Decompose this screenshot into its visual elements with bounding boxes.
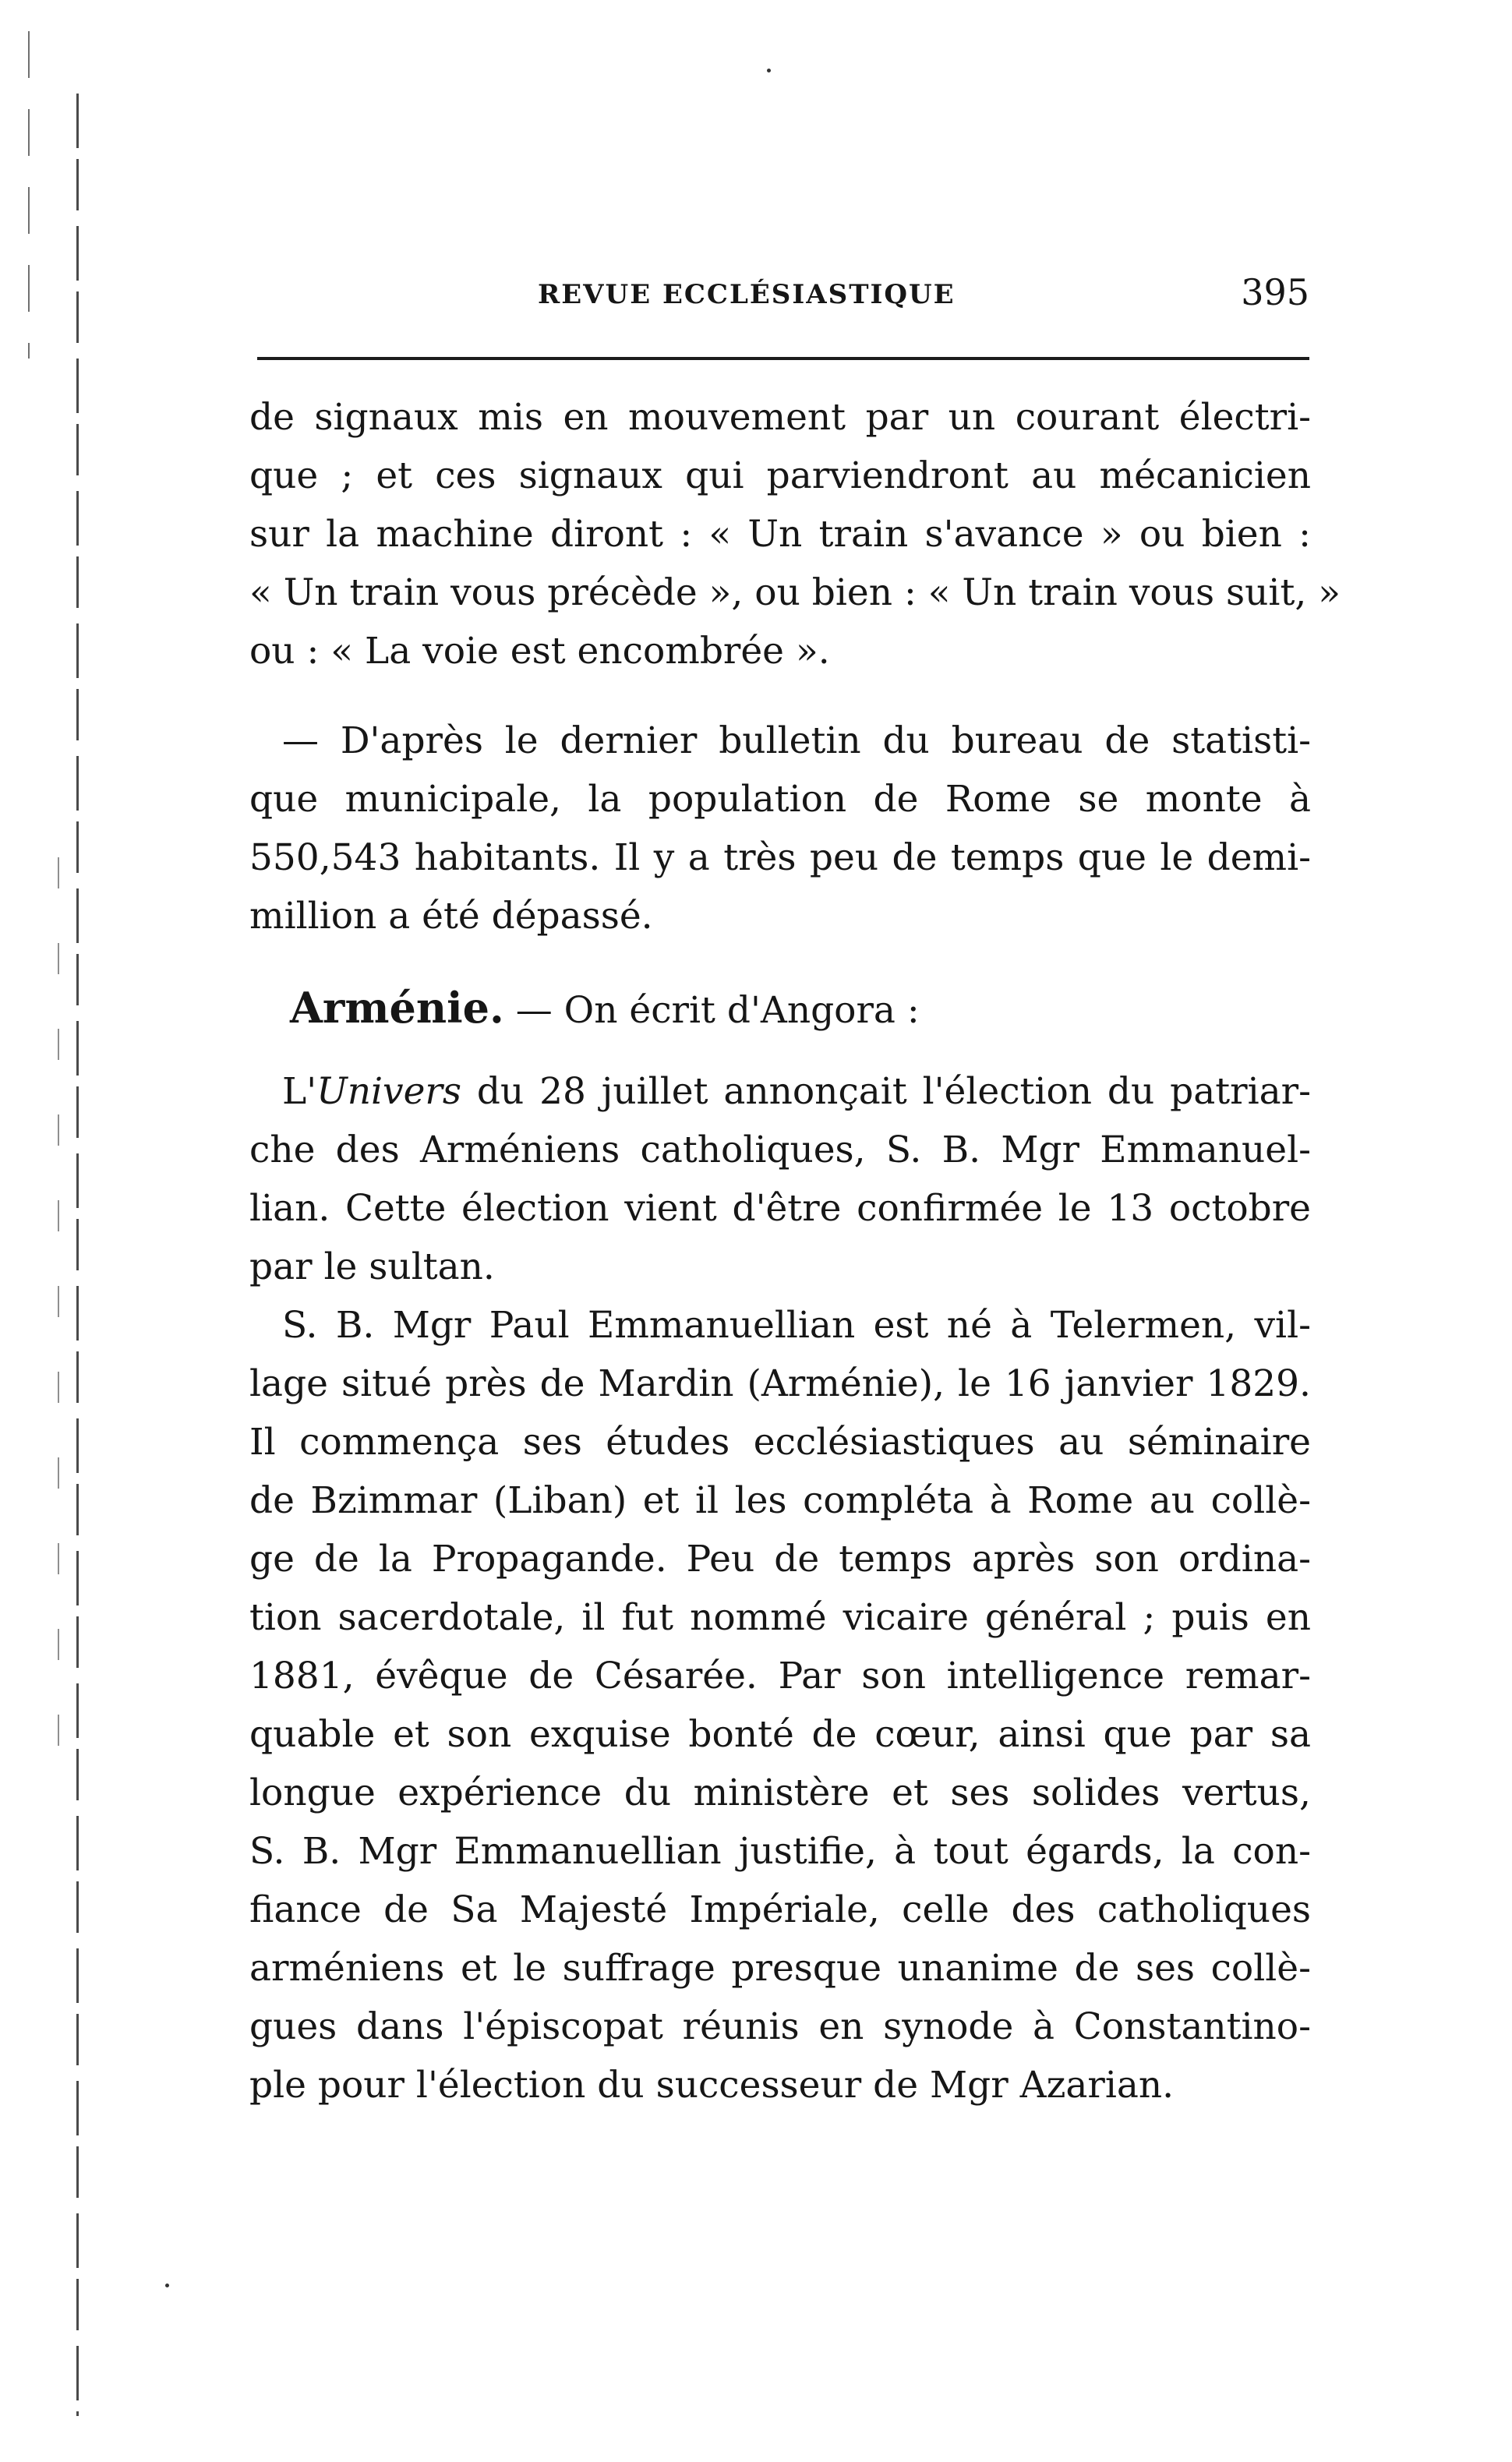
text-fragment: du 28 juillet annonçait l'élection du patriar- <box>461 1070 1311 1113</box>
running-title: REVUE ECCLÉSIASTIQUE <box>538 279 956 310</box>
paragraph-trains <box>249 388 1341 680</box>
section-heading-rest: — On écrit d'Angora : <box>503 989 920 1032</box>
speck-mark <box>767 69 771 72</box>
text-line: que municipale, la population de Rome se monte à <box>249 778 1311 821</box>
text-line: million a été dépassé. <box>249 895 653 938</box>
paragraph-rome-population <box>249 712 1311 945</box>
text-line: 550,543 habitants. Il y a très peu de temps que le demi- <box>249 836 1311 879</box>
text-line: — D'après le dernier bulletin du bureau de statisti- <box>282 719 1311 762</box>
text-line: lian. Cette élection vient d'être confirmée le 13 octobre <box>249 1187 1311 1230</box>
paragraph-gap <box>249 680 1311 712</box>
text-line: S. B. Mgr Emmanuellian justifie, à tout égards, la con- <box>249 1830 1311 1873</box>
paragraph-biography <box>249 1296 1311 2114</box>
text-line: fiance de Sa Majesté Impériale, celle des catholiques <box>249 1888 1311 1931</box>
text-line: longue expérience du ministère et ses solides vertus, <box>249 1771 1311 1814</box>
newspaper-title: Univers <box>316 1070 462 1113</box>
body-text <box>249 388 1341 2114</box>
paragraph-gap <box>249 1039 1311 1062</box>
text-line: lage situé près de Mardin (Arménie), le 16 janvier 1829. <box>249 1362 1311 1405</box>
text-line: S. B. Mgr Paul Emmanuellian est né à Telermen, vil- <box>282 1304 1311 1347</box>
text-line: de signaux mis en mouvement par un courant électri- <box>249 396 1311 439</box>
text-line: « Un train vous précède », ou bien : « Un train vous suit, » <box>249 571 1341 614</box>
text-line: que ; et ces signaux qui parviendront au mécanicien <box>249 454 1311 497</box>
binding-edge-middle <box>58 857 59 1793</box>
text-line: ple pour l'élection du successeur de Mgr Azarian. <box>249 2064 1175 2107</box>
text-line: Il commença ses études ecclésiastiques au séminaire <box>249 1421 1311 1464</box>
paragraph-gap <box>249 945 1311 977</box>
speck-mark <box>165 2284 169 2287</box>
text-fragment: L' <box>282 1070 317 1113</box>
text-line: sur la machine diront : « Un train s'avance » ou bien : <box>249 513 1311 556</box>
text-line: par le sultan. <box>249 1245 495 1288</box>
text-line: che des Arméniens catholiques, S. B. Mgr Emmanuel- <box>249 1129 1311 1171</box>
section-heading: Arménie. <box>290 983 504 1033</box>
text-line: gues dans l'épiscopat réunis en synode à Constantino- <box>249 2005 1311 2048</box>
text-line: ge de la Propagande. Peu de temps après son ordina- <box>249 1538 1311 1581</box>
page-header <box>538 271 1309 318</box>
text-line: quable et son exquise bonté de cœur, ainsi que par sa <box>249 1713 1311 1756</box>
text-line: tion sacerdotale, il fut nommé vicaire général ; puis en <box>249 1596 1311 1639</box>
binding-edge <box>76 94 79 2416</box>
text-line: de Bzimmar (Liban) et il les compléta à Rome au collè- <box>249 1479 1311 1522</box>
text-line: ou : « La voie est encombrée ». <box>249 630 830 673</box>
text-line <box>249 1062 1311 1121</box>
binding-edge-left <box>28 31 30 359</box>
section-heading-line <box>249 977 1311 1039</box>
header-rule <box>257 357 1309 360</box>
page-number: 395 <box>1241 271 1309 313</box>
text-line: 1881, évêque de Césarée. Par son intelligence remar- <box>249 1655 1311 1697</box>
text-line: arméniens et le suffrage presque unanime de ses collè- <box>249 1947 1311 1990</box>
paragraph-patriarch-election <box>249 1062 1311 1296</box>
